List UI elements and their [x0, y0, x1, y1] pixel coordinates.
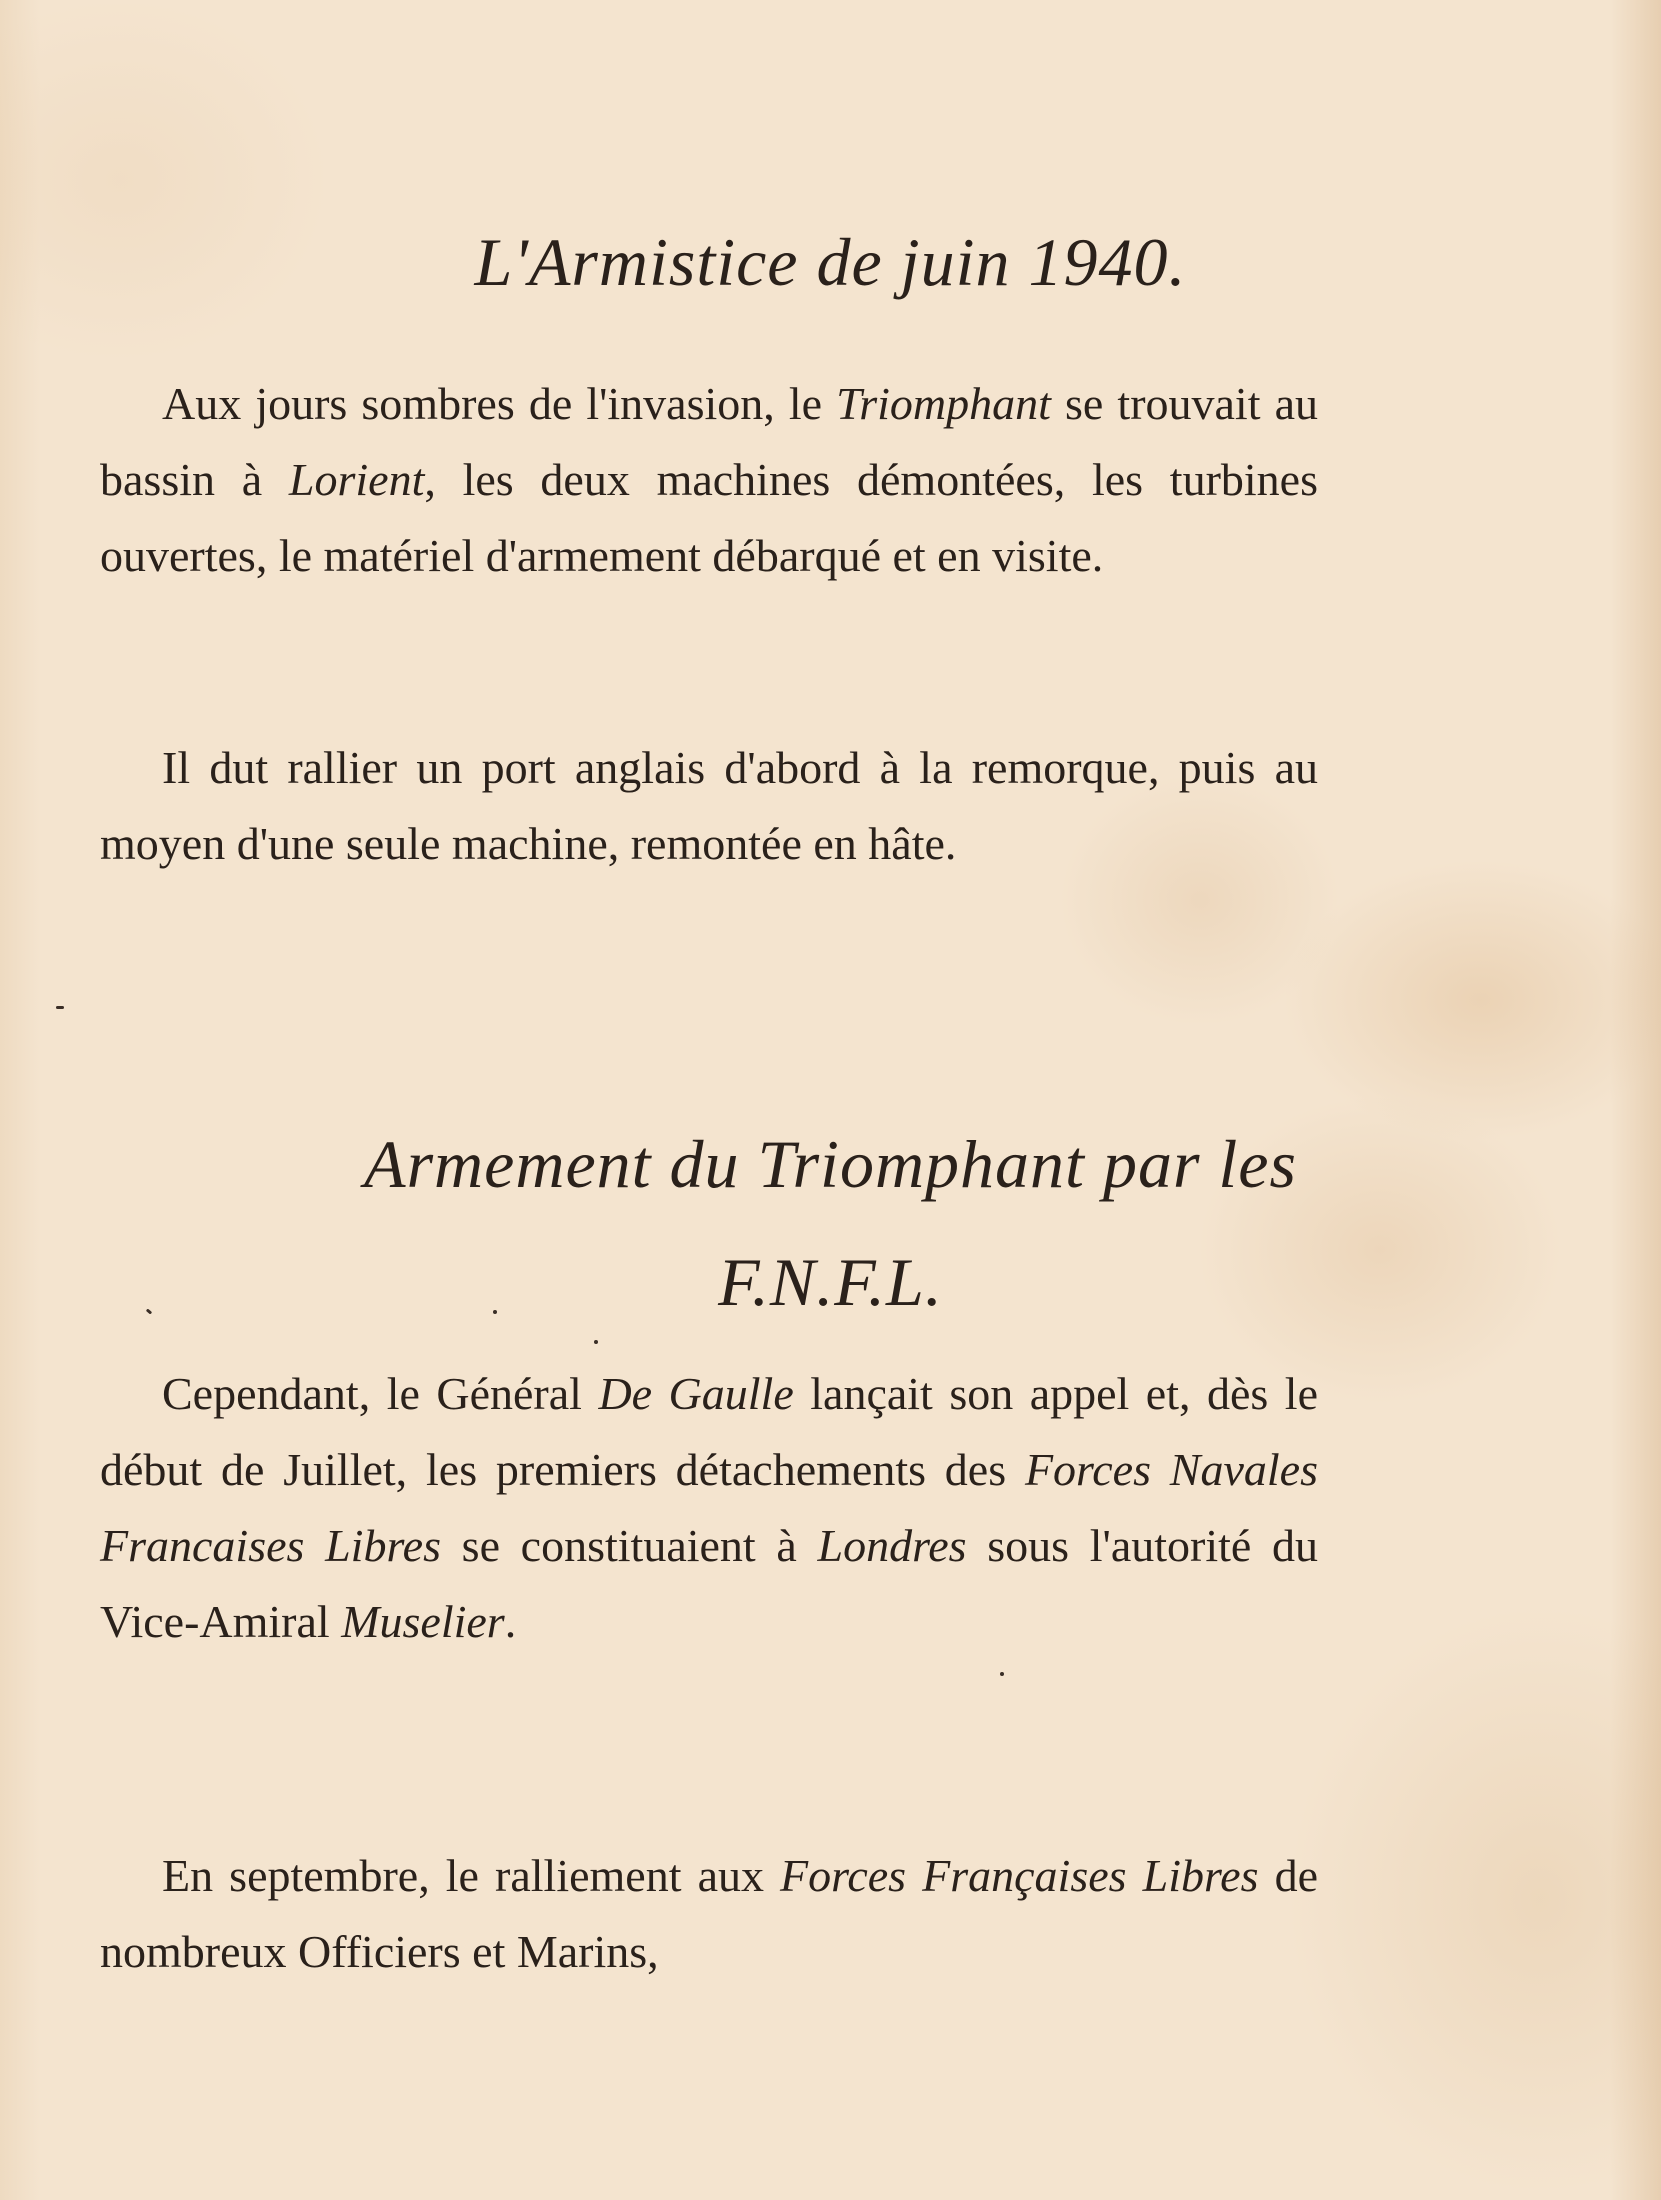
- text-run: , les deux machines démontées, les turbines ouvertes, le matériel d'armement débarqué et en visite.: [100, 454, 1318, 581]
- text-run: Cependant, le Général: [162, 1368, 599, 1419]
- italic-place-name: Londres: [817, 1520, 967, 1571]
- paragraph-rallier: [100, 730, 1318, 882]
- italic-organization-name: Forces Navales Francaises Libres: [100, 1444, 1318, 1571]
- heading-line-1: Armement du Triomphant par les: [364, 1126, 1297, 1202]
- text-run: .: [504, 1596, 517, 1647]
- text-run: se constituaient à: [440, 1520, 818, 1571]
- paragraph-septembre: [100, 1838, 1318, 1990]
- italic-place-name: Lorient: [288, 454, 425, 505]
- text-run: sous l'autorité du Vice-Amiral: [100, 1520, 1318, 1647]
- ink-speck: [56, 1006, 64, 1009]
- ink-speck: [594, 1340, 598, 1344]
- ink-speck: [493, 1310, 497, 1314]
- text-run: se trouvait au bassin à: [100, 378, 1318, 505]
- heading-line-2: F.N.F.L.: [718, 1244, 943, 1320]
- italic-ship-name: Triomphant: [836, 378, 1051, 429]
- text-run: Il dut rallier un port anglais d'abord à la remorque, puis au moyen d'une seule machine, remontée en hâte.: [100, 742, 1318, 869]
- text-run: de nombreux Officiers et Marins,: [100, 1850, 1318, 1977]
- text-run: lançait son appel et, dès le début de Juillet, les premiers détachements des: [100, 1368, 1318, 1495]
- italic-person-name: Muselier: [341, 1596, 505, 1647]
- paragraph-invasion: [100, 366, 1318, 594]
- text-run: En septembre, le ralliement aux: [162, 1850, 781, 1901]
- section-heading-armement: [100, 1105, 1561, 1341]
- paragraph-de-gaulle: [100, 1356, 1318, 1660]
- italic-person-name: De Gaulle: [598, 1368, 794, 1419]
- text-run: Aux jours sombres de l'invasion, le: [162, 378, 837, 429]
- section-heading-armistice: L'Armistice de juin 1940.: [474, 224, 1187, 300]
- ink-speck: [1000, 1672, 1004, 1676]
- italic-organization-name: Forces Françaises Libres: [780, 1850, 1259, 1901]
